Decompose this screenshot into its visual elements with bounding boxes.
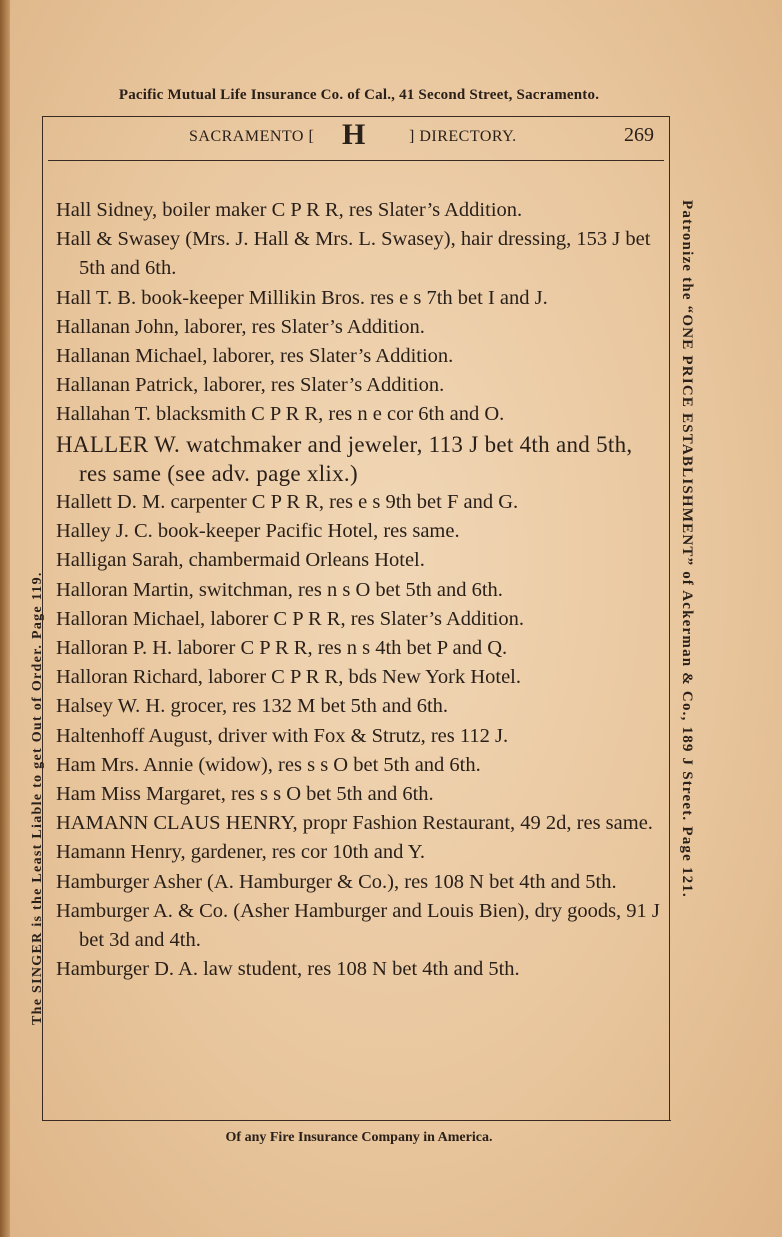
page-number: 269 xyxy=(624,124,654,146)
list-item: Hamburger D. A. law student, res 108 N bet 4th and 5th. xyxy=(56,958,520,981)
list-item: Hallanan Patrick, laborer, res Slater’s Addition. xyxy=(56,374,445,397)
bottom-advertisement: Of any Fire Insurance Company in America. xyxy=(225,1130,493,1145)
list-item: Halligan Sarah, chambermaid Orleans Hotel. xyxy=(56,549,425,572)
list-item: Hamburger A. & Co. (Asher Hamburger and Louis Bien), dry goods, 91 J bet 3d and 4th. xyxy=(56,899,660,952)
list-item: Halsey W. H. grocer, res 132 M bet 5th and 6th. xyxy=(56,695,449,718)
list-item: Halloran Martin, switchman, res n s O bet 5th and 6th. xyxy=(56,578,503,601)
list-item-featured: HAMANN CLAUS HENRY, propr Fashion Restaurant, 49 2d, res same. xyxy=(56,812,653,835)
list-item: Hall & Swasey (Mrs. J. Hall & Mrs. L. Swasey), hair dressing, 153 J bet 5th and 6th. xyxy=(56,228,651,280)
list-item: Halloran Richard, laborer C P R R, bds New York Hotel. xyxy=(56,666,521,689)
list-item: Halloran P. H. laborer C P R R, res n s 4th bet P and Q. xyxy=(56,637,508,660)
left-margin-advertisement: The SINGER is the Least Liable to get Out of Order. Page 119. xyxy=(30,571,45,1025)
list-item: Hallanan Michael, laborer, res Slater’s Addition. xyxy=(56,345,454,368)
list-item: Halley J. C. book-keeper Pacific Hotel, res same. xyxy=(56,520,460,543)
list-item: Hamburger Asher (A. Hamburger & Co.), res 108 N bet 4th and 5th. xyxy=(56,870,617,893)
header-directory: ] DIRECTORY. xyxy=(409,128,517,145)
list-item-featured: HALLER W. watchmaker and jeweler, 113 J bet 4th and 5th, res same (see adv. page xlix.) xyxy=(56,431,633,486)
list-item: Halloran Michael, laborer C P R R, res Slater’s Addition. xyxy=(56,607,525,630)
page-edge xyxy=(0,0,10,1237)
list-item: Hallahan T. blacksmith C P R R, res n e cor 6th and O. xyxy=(56,403,505,426)
list-item: Hallanan John, laborer, res Slater’s Addition. xyxy=(56,315,425,338)
right-margin-advertisement: Patronize the “ONE PRICE ESTABLISHMENT” of Ackerman & Co., 189 J Street. Page 121. xyxy=(679,200,695,898)
list-item: Ham Mrs. Annie (widow), res s s O bet 5th and 6th. xyxy=(56,753,481,776)
running-header xyxy=(44,120,664,160)
list-item: Hamann Henry, gardener, res cor 10th and Y. xyxy=(56,841,425,864)
header-city: SACRAMENTO [ xyxy=(189,128,315,145)
directory-entries xyxy=(56,196,660,984)
list-item: Hall T. B. book-keeper Millikin Bros. res e s 7th bet I and J. xyxy=(56,286,548,309)
header-letter: H xyxy=(342,118,366,151)
page-frame-bottom xyxy=(42,1120,671,1121)
top-advertisement: Pacific Mutual Life Insurance Co. of Cal., 41 Second Street, Sacramento. xyxy=(118,87,600,103)
list-item: Hall Sidney, boiler maker C P R R, res Slater’s Addition. xyxy=(56,199,523,221)
list-item: Ham Miss Margaret, res s s O bet 5th and 6th. xyxy=(56,783,434,806)
list-item: Hallett D. M. carpenter C P R R, res e s 9th bet F and G. xyxy=(56,491,519,514)
list-item: Haltenhoff August, driver with Fox & Strutz, res 112 J. xyxy=(56,724,509,747)
header-rule xyxy=(48,160,664,161)
